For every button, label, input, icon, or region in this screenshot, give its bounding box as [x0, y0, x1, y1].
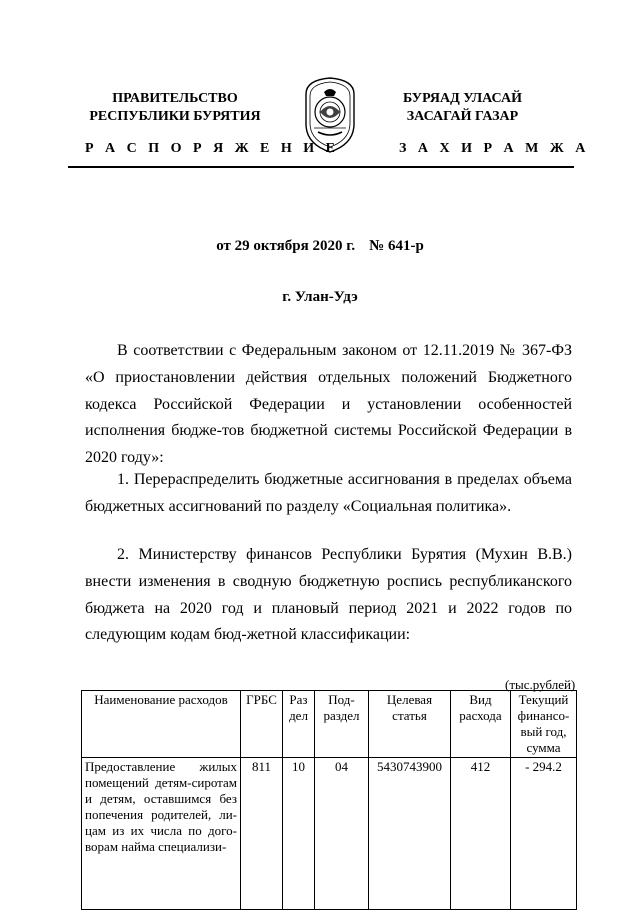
government-name-ru	[70, 90, 280, 126]
paragraph-item-2-text: 2. Министерству финансов Республики Бурятия (Мухин В.В.) внести изменения в сводную бюджетную роспись республиканского бюджета на 2020 год и плановый период 2021 и 2022 годов по следующим кодам бюд-жетной классификации:	[85, 546, 572, 644]
cell-expense-name	[82, 758, 241, 910]
document-number: № 641-р	[369, 238, 424, 254]
government-name-bua-line2: ЗАСАГАЙ ГАЗАР	[406, 109, 519, 124]
doctype-ru: Р А С П О Р Я Ж Е Н И Е	[85, 141, 340, 156]
table-units: (тыс.рублей)	[505, 677, 576, 692]
government-name-bua-line1: БУРЯАД УЛАСАЙ	[403, 91, 522, 106]
header-divider	[68, 166, 574, 168]
cell-section: 10	[283, 758, 315, 910]
paragraph-item-1	[85, 467, 572, 521]
paragraph-item-2	[85, 542, 572, 649]
cell-target: 5430743900	[369, 758, 451, 910]
cell-amount: - 294.2	[511, 758, 577, 910]
table-row	[82, 758, 577, 910]
document-city: г. Улан-Удэ	[282, 289, 358, 305]
paragraph-preamble-text: В соответствии с Федеральным законом от 12.11.2019 № 367-ФЗ «О приостановлении действия отдельных положений Бюджетного кодекса Российской Федерации и установлении особенностей исполнения бюдже-тов бюджетной системы Российской Федерации в 2020 году»:	[85, 342, 572, 467]
header-cell-name: Наименование расходов	[82, 691, 241, 758]
cell-subsection: 04	[315, 758, 369, 910]
header-cell-section: Раз дел	[283, 691, 315, 758]
header-cell-target: Целевая статья	[369, 691, 451, 758]
cell-expense-name-text: Предоставление жилых помещений детям-сиротам и детям, оставшимся без попечения родителей, ли-цам из их числа по дого-ворам найма специализи-	[85, 759, 237, 854]
government-name-line1: ПРАВИТЕЛЬСТВО	[112, 91, 238, 106]
document-date-line	[0, 238, 640, 255]
budget-table	[81, 690, 577, 910]
table-header-row	[82, 691, 577, 758]
header-cell-subsection: Под-раздел	[315, 691, 369, 758]
doctype-bua: З А Х И Р А М Ж А	[399, 141, 590, 156]
cell-grbs: 811	[241, 758, 283, 910]
header-cell-amount: Текущий финансо-вый год, сумма	[511, 691, 577, 758]
document-date: от 29 октября 2020 г.	[216, 238, 356, 254]
cell-kind: 412	[451, 758, 511, 910]
paragraph-item-1-text: 1. Перераспределить бюджетные ассигнования в пределах объема бюджетных ассигнований по разделу «Социальная политика».	[85, 471, 572, 515]
paragraph-preamble	[85, 338, 572, 472]
header-cell-kind: Вид расхода	[451, 691, 511, 758]
header-cell-grbs: ГРБС	[241, 691, 283, 758]
government-name-line2: РЕСПУБЛИКИ БУРЯТИЯ	[89, 109, 261, 124]
government-name-bua	[365, 90, 560, 126]
